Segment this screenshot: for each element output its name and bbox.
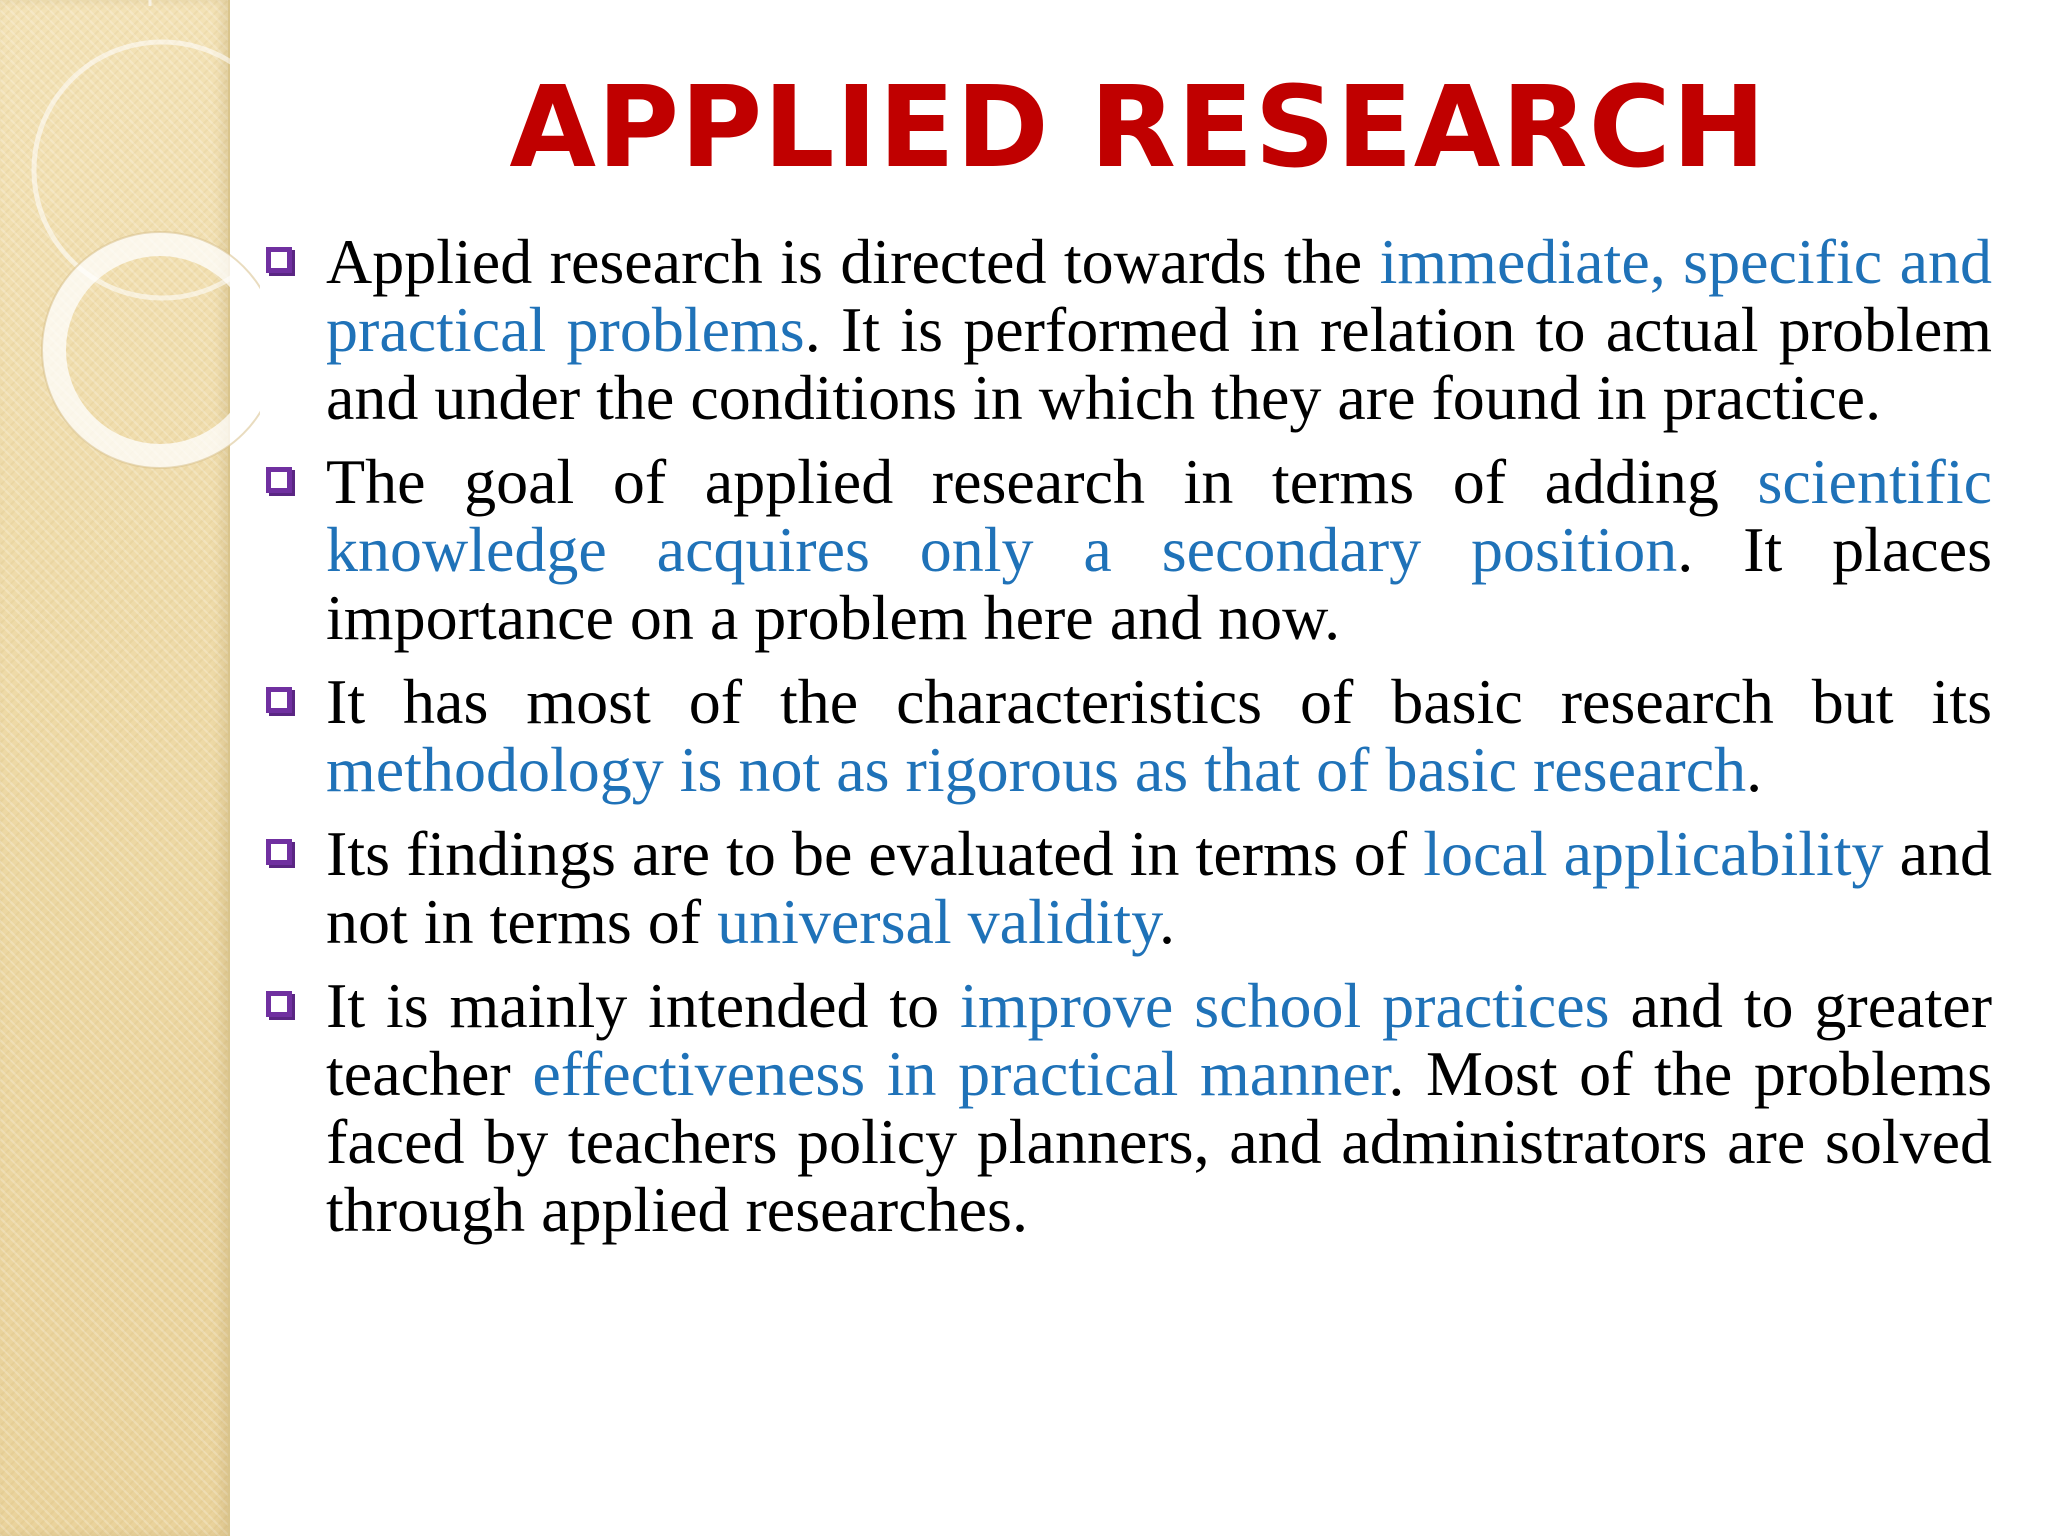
highlighted-text: scientific knowledge acquires only a secondary position xyxy=(326,446,1992,585)
slide-title: APPLIED RESEARCH xyxy=(509,63,1767,193)
bullet-list xyxy=(262,228,1992,1260)
text-segment: . xyxy=(1746,734,1763,805)
bullet-point xyxy=(262,448,1992,652)
highlighted-text: immediate, specific and practical problems xyxy=(326,226,1993,365)
point-text xyxy=(326,970,1992,1245)
text-segment: It is mainly intended to xyxy=(326,970,961,1041)
point-text xyxy=(326,226,1992,433)
text-segment: and to greater teacher xyxy=(326,970,1993,1109)
point-text xyxy=(326,818,1992,957)
point-text xyxy=(326,666,1992,805)
decorative-rings-icon xyxy=(0,0,260,520)
hollow-square-bullet-icon xyxy=(266,247,292,273)
hollow-square-bullet-icon xyxy=(266,991,292,1017)
text-segment: . It is performed in relation to actual problem and under the conditions in which they are found in practice. xyxy=(326,294,1993,433)
bullet-point xyxy=(262,668,1992,804)
text-segment: and not in terms of xyxy=(326,818,1993,957)
bullet-point xyxy=(262,972,1992,1244)
bullet-point xyxy=(262,228,1992,432)
text-segment: Applied research is directed towards the xyxy=(326,226,1380,297)
highlighted-text: universal validity xyxy=(717,886,1160,957)
text-segment: Its findings are to be evaluated in terms of xyxy=(326,818,1424,889)
hollow-square-bullet-icon xyxy=(266,467,292,493)
text-segment: The goal of applied research in terms of adding xyxy=(326,446,1758,517)
bullet-point xyxy=(262,820,1992,956)
text-segment: . xyxy=(1159,886,1176,957)
highlighted-text: methodology is not as rigorous as that of basic research xyxy=(326,734,1747,805)
text-segment: It has most of the characteristics of basic research but its xyxy=(326,666,1992,737)
highlighted-text: local applicability xyxy=(1423,818,1884,889)
point-text xyxy=(326,446,1992,653)
text-segment: . Most of the problems faced by teachers policy planners, and administrators are solved through applied researches. xyxy=(326,1038,1993,1245)
highlighted-text: improve school practices xyxy=(960,970,1610,1041)
hollow-square-bullet-icon xyxy=(266,839,292,865)
hollow-square-bullet-icon xyxy=(266,687,292,713)
highlighted-text: effectiveness in practical manner xyxy=(532,1038,1389,1109)
text-segment: . It places importance on a problem here and now. xyxy=(326,514,1993,653)
